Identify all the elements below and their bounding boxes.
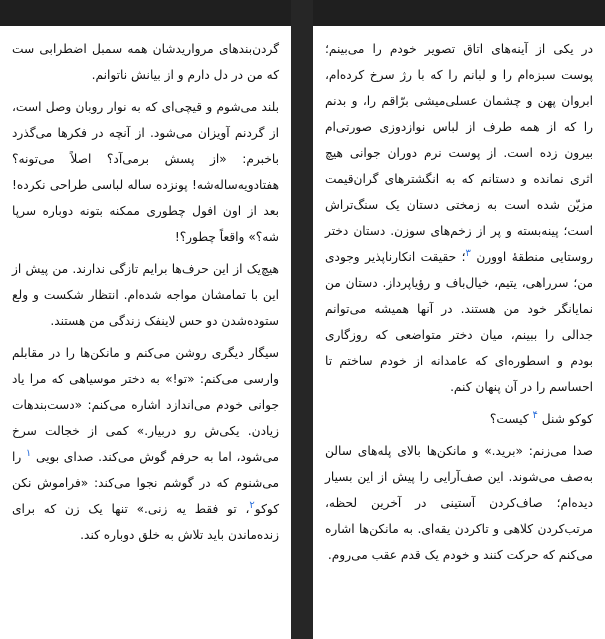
right-page: [313, 0, 605, 639]
footnote-link[interactable]: ۳: [465, 247, 471, 259]
paragraph: گردن‌بندهای مرواریدشان همه سمبل اضطرابی ست که من در دل دارم و از بیانش ناتوانم.: [12, 42, 279, 82]
top-bar: [0, 0, 291, 26]
paragraph: در یکی از آینه‌های اتاق تصویر خودم را می‌بینم؛ پوست سبزه‌ام را و لبانم را که با رژ سرخ کرده‌ام، ابروان پهن و چشمان عسلی‌میشی برّاقم را، و بدنم را که از همه طرف از لباس نوازدوزی صورتی‌ام بیرون زده است. از پوست نرم دوران جوانی هیچ اثری نمانده و دستانم که به انگشترهای گران‌قیمت مزیّن شده است به زمختی دستان یک سنگ‌تراش است؛ پینه‌بسته و پر از زخم‌های سوزن. دستان دختر روستایی منطقهٔ اوورن $^۳$؛ حقیقت انکارناپذیر وجودی من؛ سرراهی، یتیم، خیال‌باف و رؤیاپرداز. دستان من نمایانگر خود من هستند. در آنها همیشه می‌توانم جدالی را ببینم، میان دختر متواضعی که روزگاری بودم و اسطوره‌ای که عامدانه از خودم ساختم تا احساسم را در آن پنهان کنم.: [325, 42, 593, 394]
footnote-link[interactable]: ۲: [249, 499, 255, 511]
footnote-link[interactable]: ۴: [532, 409, 538, 421]
paragraph: صدا می‌زنم: «برید.» و مانکن‌ها بالای پله‌های سالن به‌صف می‌شوند. این صف‌آرایی را پیش از این بسیار دیده‌ام؛ صاف‌کردن آستینی در آخرین لحظه، مرتب‌کردن کلاهی و تاکردن یقه‌ای. به مانکن‌ها اشاره می‌کنم که حرکت کنند و خودم یک قدم عقب می‌روم.: [325, 444, 593, 562]
paragraph: بلند می‌شوم و قیچی‌ای که به نوار روبان وصل است، از گردنم آویزان می‌شود. از آنچه در فکرها می‌گذرد باخبرم: «از پسش برمی‌آد؟ اصلاً می‌تونه؟ هفتادویه‌ساله‌شه! پونزده ساله لباسی طراحی نکرده! بعد از اون افول چطوری ممکنه بتونه دوباره سرپا شه؟» واقعاً چطور؟!: [12, 100, 279, 244]
paragraph: سیگار دیگری روشن می‌کنم و مانکن‌ها را در مقابلم وارسی می‌کنم: «تو!» به دختر موسیاهی که مرا یاد جوانی خودم می‌اندازد اشاره می‌کنم: «دست‌بندهات زیادن. یکی‌ش رو دربیار.» کمی از خجالت سرخ می‌شود، اما به حرفم گوش می‌کند. صدای بویی $^۱$ را می‌شنوم که در گوشم نجوا می‌کند: «فراموش نکن کوکو$^۲$، تو فقط یه زنی.» تنها یک زن که برای زنده‌ماندن باید تلاش به خلق دوباره کند.: [12, 346, 280, 542]
page-text: [313, 26, 605, 568]
top-bar: [313, 0, 605, 26]
page-text: [0, 26, 291, 548]
page-gutter: [291, 0, 313, 639]
paragraph: هیچ‌یک از این حرف‌ها برایم تازگی ندارند. من پیش از این با تمامشان مواجه شده‌ام. انتظار شکست و ولع ستوده‌شدن دو حس لاینفک زندگی من هستند.: [12, 262, 279, 328]
paragraph: کوکو شنل $^۴$ کیست؟: [489, 409, 593, 426]
left-page: [0, 0, 291, 639]
footnote-link[interactable]: ۱: [25, 447, 32, 459]
